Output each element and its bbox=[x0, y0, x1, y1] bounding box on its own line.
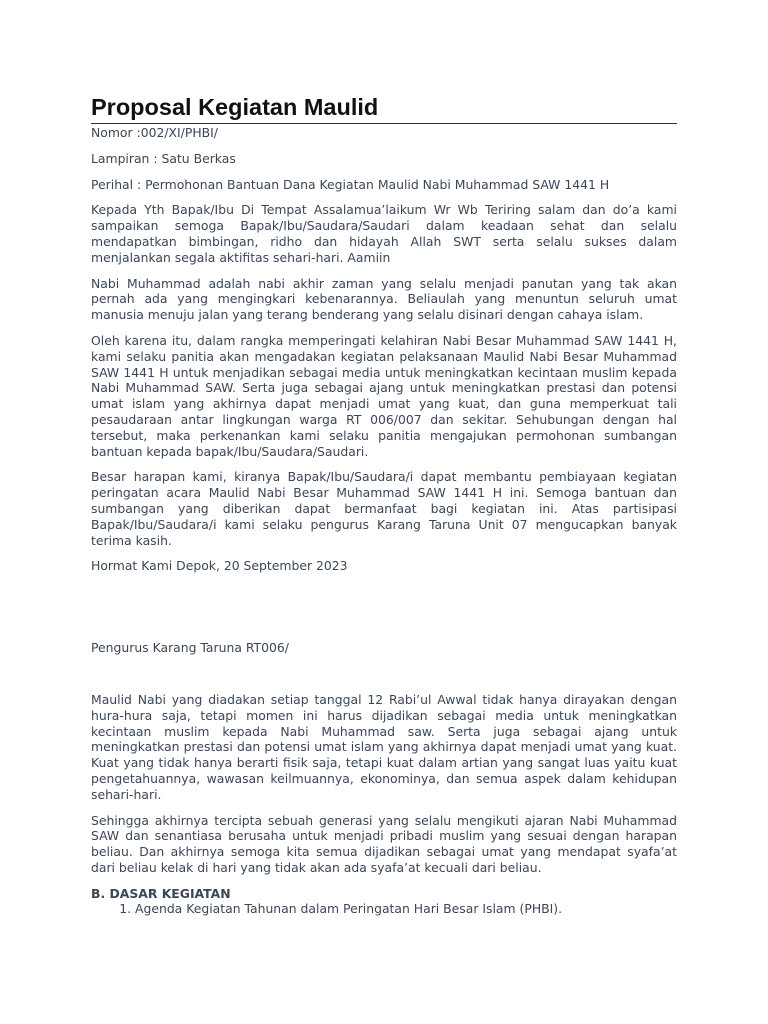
letter-attachment: Lampiran : Satu Berkas bbox=[91, 150, 236, 166]
paragraph-generation: Sehingga akhirnya tercipta sebuah generasi yang selalu mengikuti ajaran Nabi Muhammad SAW dan senantiasa berusaha untuk menjadi pribadi muslim yang sesuai dengan harapan beliau. Dan akhirnya semoga kita semua dijadikan sebagai umat yang mendapat syafa’at dari beliau kelak di hari yang tidak akan ada syafa’at kecuali dari beliau. bbox=[91, 812, 677, 875]
paragraph-purpose: Oleh karena itu, dalam rangka memperingati kelahiran Nabi Besar Muhammad SAW 1441 H, kami selaku panitia akan mengadakan kegiatan pelaksanaan Maulid Nabi Besar Muhammad SAW 1441 H untuk menjadikan sebagai media untuk meningkatkan kecintaan muslim kepada Nabi Muhammad SAW. Serta juga sebagai ajang untuk meningkatkan prestasi dan potensi umat islam yang akhirnya dapat menjadi umat yang kuat, dan guna memperkuat tali pesaudaraan antar lingkungan warga RT 006/007 dan sekitar. Sehubungan dengan hal tersebut, maka perkenankan kami selaku panitia mengajukan permohonan sumbangan bantuan kepada bapak/Ibu/Saudara/Saudari. bbox=[91, 332, 677, 459]
paragraph-greeting: Kepada Yth Bapak/Ibu Di Tempat Assalamua’laikum Wr Wb Teriring salam dan do’a kami sampaikan semoga Bapak/Ibu/Saudara/Saudari dalam keadaan sehat dan selalu mendapatkan bimbingan, ridho dan hidayah Allah SWT serta selalu sukses dalam menjalankan segala aktifitas sehari-hari. Aamiin bbox=[91, 202, 677, 265]
dasar-kegiatan-list bbox=[91, 901, 677, 917]
list-item: 1. Agenda Kegiatan Tahunan dalam Peringatan Hari Besar Islam (PHBI). bbox=[135, 901, 677, 917]
section-space bbox=[91, 666, 677, 692]
letter-subject: Perihal : Permohonan Bantuan Dana Kegiatan Maulid Nabi Muhammad SAW 1441 H bbox=[91, 176, 610, 192]
letter-number: Nomor :002/XI/PHBI/ bbox=[91, 125, 218, 140]
signatory-line: Pengurus Karang Taruna RT006/ bbox=[91, 640, 289, 656]
section-heading-dasar-kegiatan: B. DASAR KEGIATAN bbox=[91, 885, 231, 901]
paragraph-maulid: Maulid Nabi yang diadakan setiap tanggal 12 Rabi’ul Awwal tidak hanya dirayakan dengan hura-hura saja, tetapi momen ini harus dijadikan sebagai media untuk meningkatkan kecintaan muslim kepada Nabi Muhammad saw. Serta juga sebagai ajang untuk meningkatkan prestasi dan potensi umat islam yang akhirnya dapat menjadi umat yang kuat. Kuat yang tidak hanya berarti fisik saja, tetapi kuat dalam artian yang sangat luas yaitu kuat pengetahuannya, wawasan keilmuannya, ekonominya, dan semua aspek dalam kehidupan sehari-hari. bbox=[91, 691, 677, 802]
paragraph-hope: Besar harapan kami, kiranya Bapak/Ibu/Saudara/i dapat membantu pembiayaan kegiatan peringatan acara Maulid Nabi Besar Muhammad SAW 1441 H ini. Semoga bantuan dan sumbangan yang diberikan dapat bermanfaat bagi kegiatan ini. Atas partisipasi Bapak/Ibu/Saudara/i kami selaku pengurus Karang Taruna Unit 07 mengucapkan banyak terima kasih. bbox=[91, 469, 677, 548]
signature-space bbox=[91, 584, 677, 640]
closing-line: Hormat Kami Depok, 20 September 2023 bbox=[91, 558, 348, 574]
paragraph-prophet: Nabi Muhammad adalah nabi akhir zaman yang selalu menjadi panutan yang tak akan pernah ada yang mengingkari kebenarannya. Beliaulah yang menuntun seluruh umat manusia menuju jalan yang terang benderang yang selalu disinari dengan cahaya islam. bbox=[91, 275, 677, 323]
document-title: Proposal Kegiatan Maulid bbox=[91, 92, 677, 124]
document-page bbox=[91, 92, 677, 917]
